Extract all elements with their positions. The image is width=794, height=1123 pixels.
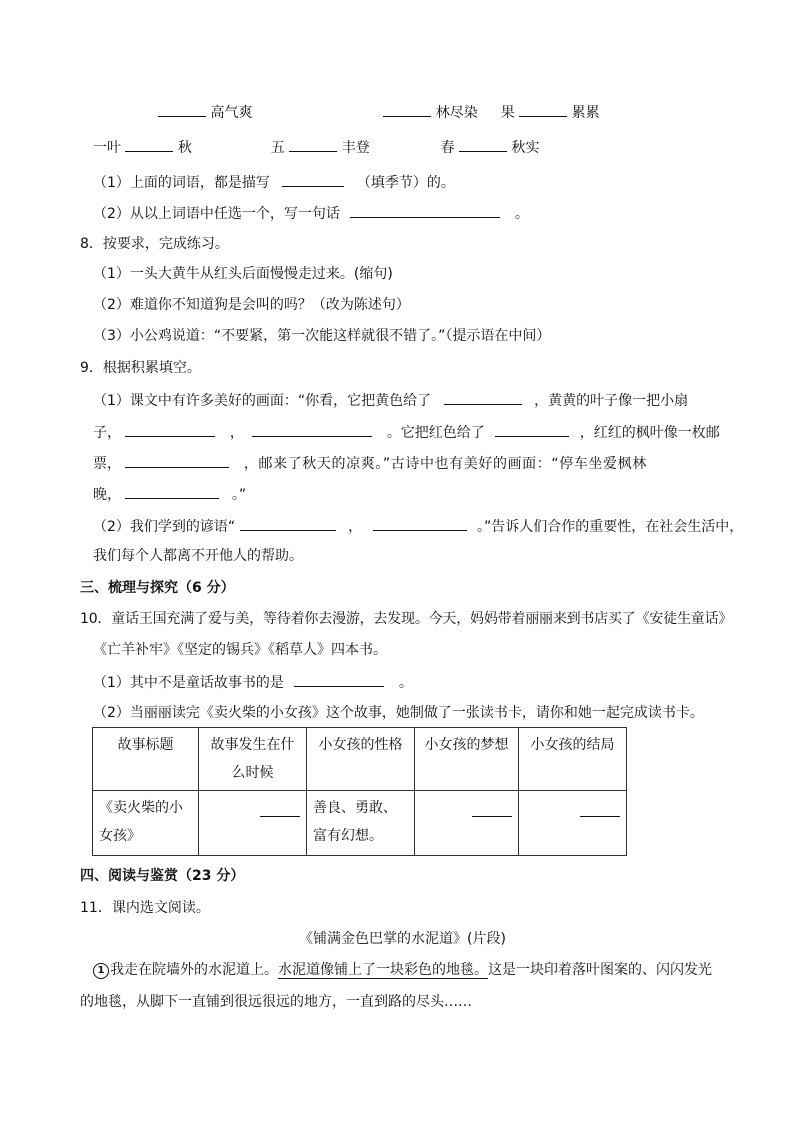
blank[interactable] bbox=[459, 137, 507, 152]
underlined-sentence: 水泥道像铺上了一块彩色的地毯。 bbox=[278, 962, 488, 978]
table-header-row bbox=[93, 728, 627, 791]
paragraph-number: 1 bbox=[93, 963, 109, 979]
q10-line1: 10．童话王国充满了爱与美，等待着你去漫游，去发现。今天，妈妈带着丽丽来到书店买了《安徒生童话》 bbox=[80, 611, 733, 627]
blank[interactable] bbox=[125, 484, 219, 499]
q10-line2: 《亡羊补牢》《坚定的锡兵》《稻草人》四本书。 bbox=[93, 642, 387, 658]
q9-line6: 我们每个人都离不开他人的帮助。 bbox=[93, 548, 303, 564]
section-4-title: 四、阅读与鉴赏（23 分） bbox=[80, 868, 245, 884]
table-header-cell: 故事标题 bbox=[93, 728, 199, 791]
q9-line2: 子， ， 。它把红色给了 ，红红的枫叶像一枚邮 bbox=[93, 422, 720, 443]
q10-sub1: （1）其中不是童话故事书的是 。 bbox=[93, 672, 413, 693]
blank[interactable] bbox=[495, 422, 569, 437]
passage-para-1: 1 我走在院墙外的水泥道上。水泥道像铺上了一块彩色的地毯。这是一块印着落叶图案的、闪闪发光 bbox=[93, 960, 712, 980]
table-row bbox=[93, 791, 627, 856]
word: 秋实 bbox=[511, 140, 540, 156]
word: 春 bbox=[440, 140, 455, 156]
blank[interactable] bbox=[125, 422, 215, 437]
table-cell-time[interactable] bbox=[199, 791, 307, 856]
q9-line5: （2）我们学到的谚语“ ， 。”告诉人们合作的重要性，在社会生活中， bbox=[93, 516, 743, 537]
blank[interactable] bbox=[519, 102, 567, 117]
word: 高气爽 bbox=[210, 105, 253, 121]
reading-card-table bbox=[92, 727, 627, 856]
q9-line3: 票， ，邮来了秋天的凉爽。”古诗中也有美好的画面：“停车坐爱枫林 bbox=[93, 453, 647, 474]
q7-row2 bbox=[93, 137, 540, 158]
table-cell-character: 善良、勇敢、富有幻想。 bbox=[307, 791, 415, 856]
blank[interactable] bbox=[289, 137, 337, 152]
blank[interactable] bbox=[158, 102, 206, 117]
q8-item-1: （1）一头大黄牛从红头后面慢慢走过来。(缩句) bbox=[93, 266, 393, 282]
blank[interactable] bbox=[252, 422, 372, 437]
blank[interactable] bbox=[472, 798, 512, 817]
word: 一叶 bbox=[93, 140, 121, 156]
table-header-cell: 故事发生在什么时候 bbox=[199, 728, 307, 791]
q11-title: 11．课内选文阅读。 bbox=[80, 900, 210, 916]
blank[interactable] bbox=[373, 516, 467, 531]
q8-item-2: （2）难道你不知道狗是会叫的吗？（改为陈述句） bbox=[93, 297, 410, 313]
q9-title: 9．根据积累填空。 bbox=[80, 360, 201, 376]
word: 林尽染 bbox=[435, 105, 478, 121]
blank[interactable] bbox=[383, 102, 431, 117]
q7-sub2: （2）从以上词语中任选一个，写一句话 。 bbox=[93, 203, 529, 224]
word: 五 bbox=[270, 140, 285, 156]
blank[interactable] bbox=[125, 137, 173, 152]
table-header-cell: 小女孩的结局 bbox=[519, 728, 627, 791]
q7-sub1: （1）上面的词语，都是描写 （填季节）的。 bbox=[93, 172, 455, 193]
passage-para-1-cont: 的地毯，从脚下一直铺到很远很远的地方，一直到路的尽头…… bbox=[80, 994, 472, 1010]
word: 果 bbox=[500, 105, 515, 121]
q9-line1: （1）课文中有许多美好的画面：“你看，它把黄色给了 ，黄黄的叶子像一把小扇 bbox=[93, 390, 688, 411]
book-blank[interactable] bbox=[294, 672, 384, 687]
table-header-cell: 小女孩的性格 bbox=[307, 728, 415, 791]
q7-row1 bbox=[158, 102, 600, 123]
season-blank[interactable] bbox=[282, 172, 344, 187]
word: 丰登 bbox=[341, 140, 370, 156]
q8-item-3: （3）小公鸡说道：“不要紧，第一次能这样就很不错了。”（提示语在中间） bbox=[93, 328, 551, 344]
blank[interactable] bbox=[125, 453, 229, 468]
word: 累累 bbox=[571, 105, 600, 121]
blank[interactable] bbox=[240, 516, 336, 531]
sentence-blank[interactable] bbox=[350, 203, 500, 218]
blank[interactable] bbox=[444, 390, 522, 405]
q8-title: 8．按要求，完成练习。 bbox=[80, 236, 229, 252]
q10-sub2: （2）当丽丽读完《卖火柴的小女孩》这个故事，她制做了一张读书卡，请你和她一起完成读书卡。 bbox=[93, 705, 704, 721]
q9-line4: 晚， 。” bbox=[93, 484, 246, 505]
table-cell-ending[interactable] bbox=[519, 791, 627, 856]
passage-title: 《铺满金色巴掌的水泥道》(片段) bbox=[299, 931, 506, 947]
table-header-cell: 小女孩的梦想 bbox=[415, 728, 519, 791]
table-cell-dream[interactable] bbox=[415, 791, 519, 856]
word: 秋 bbox=[177, 140, 192, 156]
blank[interactable] bbox=[260, 798, 300, 817]
table-cell-title: 《卖火柴的小女孩》 bbox=[93, 791, 199, 856]
section-3-title: 三、梳理与探究（6 分） bbox=[80, 580, 235, 596]
blank[interactable] bbox=[580, 798, 620, 817]
